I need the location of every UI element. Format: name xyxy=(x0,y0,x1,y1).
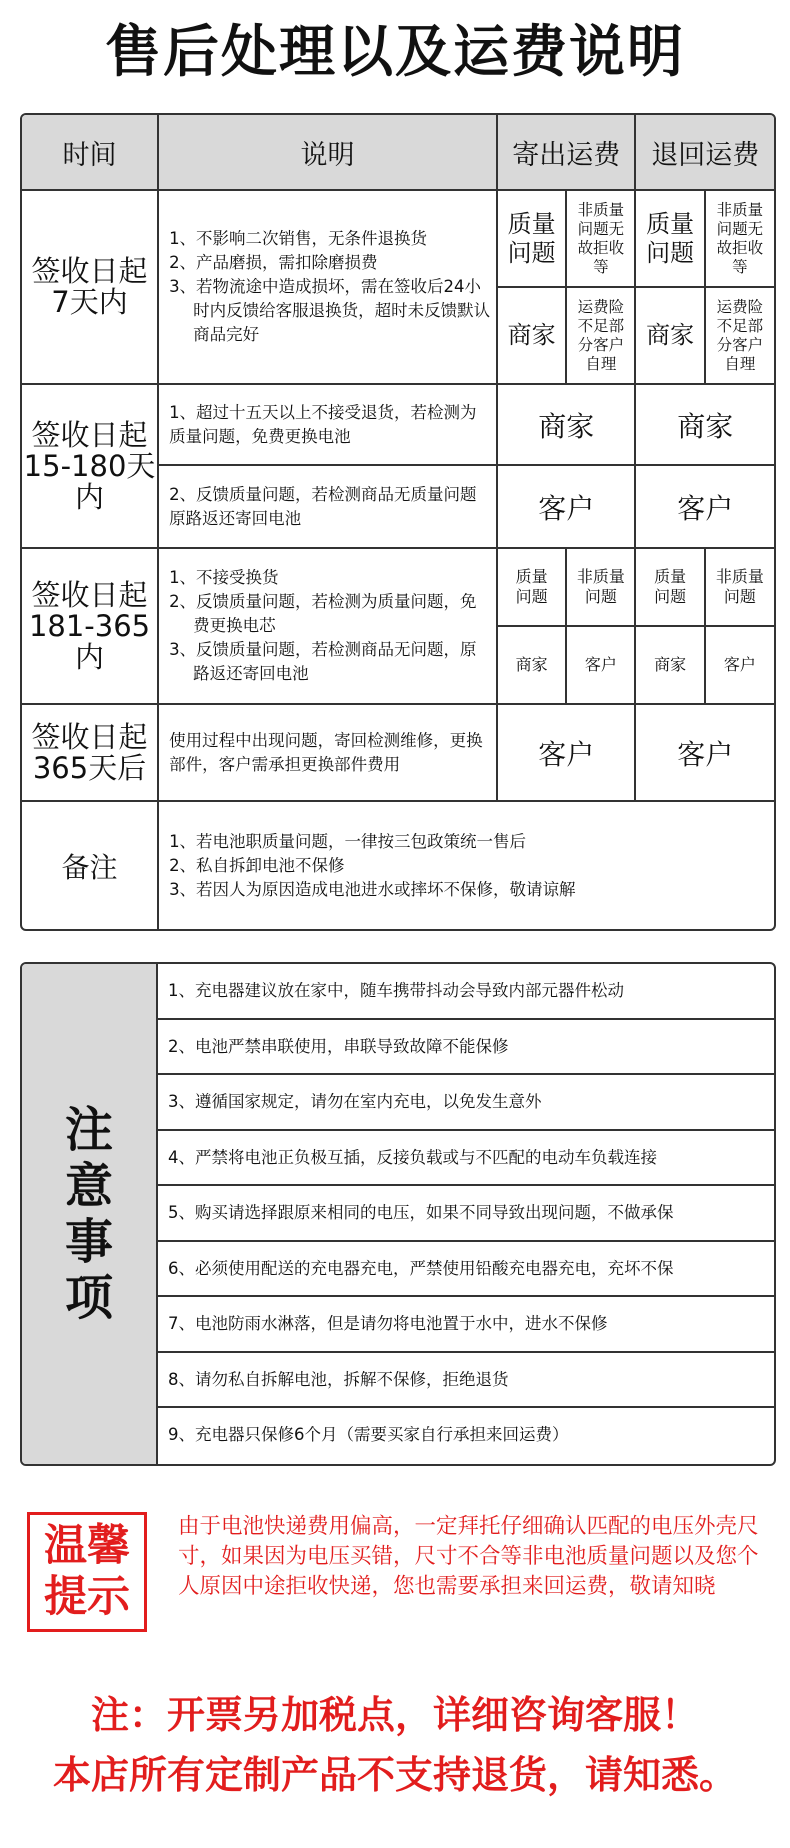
desc-15-180-no-quality: 2、反馈质量问题，若检测商品无质量问题原路返还寄回电池 xyxy=(158,465,497,548)
notice-list xyxy=(158,964,774,1464)
list-item: 2、产品磨损，需扣除磨损费 xyxy=(169,253,378,272)
send-non-quality-customer: 客户 xyxy=(566,626,635,704)
list-item: 3、若因人为原因造成电池进水或摔坏不保修，敬请谅解 xyxy=(169,879,576,899)
list-item: 1、充电器建议放在家中，随车携带抖动会导致内部元器件松动 xyxy=(158,964,774,1020)
period-after-365-days: 签收日起 365天后 xyxy=(22,704,158,801)
send-quality-label: 质量 问题 xyxy=(497,548,566,626)
list-item: 3、若物流途中造成损坏，需在签收后24小时内反馈给客服退换货，超时未反馈默认商品完好 xyxy=(169,277,491,344)
send-fee-merchant: 商家 xyxy=(497,384,635,465)
header-return-fee: 退回运费 xyxy=(635,115,774,190)
desc-15-180-quality: 1、超过十五天以上不接受退货，若检测为质量问题，免费更换电池 xyxy=(158,384,497,465)
period-7-days: 签收日起 7天内 xyxy=(22,190,158,384)
return-fee-merchant: 商家 xyxy=(635,384,774,465)
list-item: 8、请勿私自拆解电池，拆解不保修，拒绝退货 xyxy=(158,1353,774,1409)
warm-tip-text: 由于电池快递费用偏高，一定拜托仔细确认匹配的电压外壳尺寸，如果因为电压买错，尺寸不合等非电池质量问题以及您个人原因中途拒收快递，您也需要承担来回运费，敬请知晓 xyxy=(178,1514,759,1599)
list-item: 1、若电池职质量问题，一律按三包政策统一售后 xyxy=(169,831,527,851)
header-time: 时间 xyxy=(22,115,158,190)
list-item: 1、不接受换货 xyxy=(169,568,279,587)
return-quality-label: 质量 问题 xyxy=(635,548,704,626)
list-item: 2、私自拆卸电池不保修 xyxy=(169,855,345,875)
send-non-quality-label: 非质量 问题 xyxy=(566,548,635,626)
return-insurance-note: 运费险 不足部 分客户 自理 xyxy=(705,287,774,384)
list-item: 2、电池严禁串联使用，串联导致故障不能保修 xyxy=(158,1020,774,1076)
send-quality-merchant: 商家 xyxy=(497,626,566,704)
return-non-quality-label: 非质量 问题 xyxy=(705,548,774,626)
send-fee-customer: 客户 xyxy=(497,465,635,548)
return-fee-customer: 客户 xyxy=(635,465,774,548)
remark-content xyxy=(158,801,774,929)
list-item: 2、反馈质量问题，若检测为质量问题，免费更换电芯 xyxy=(169,592,477,635)
page-title: 售后处理以及运费说明 xyxy=(105,20,685,85)
period-15-180-days: 签收日起 15-180天 内 xyxy=(22,384,158,548)
list-item: 3、反馈质量问题，若检测商品无问题，原路返还寄回电池 xyxy=(169,640,477,683)
send-quality-merchant: 商家 xyxy=(497,287,566,384)
desc-7-days xyxy=(158,190,497,384)
period-181-365-days: 签收日起 181-365 内 xyxy=(22,548,158,704)
send-fee-customer: 客户 xyxy=(497,704,635,801)
return-quality-label: 质量 问题 xyxy=(635,190,704,287)
return-non-quality-label: 非质量 问题无 故拒收 等 xyxy=(705,190,774,287)
notice-table xyxy=(20,962,776,1466)
list-item: 5、购买请选择跟原来相同的电压，如果不同导致出现问题，不做承保 xyxy=(158,1186,774,1242)
list-item: 3、遵循国家规定，请勿在室内充电，以免发生意外 xyxy=(158,1075,774,1131)
send-quality-label: 质量 问题 xyxy=(497,190,566,287)
footer-invoice-note: 注：开票另加税点，详细咨询客服！ xyxy=(90,1693,699,1737)
return-quality-merchant: 商家 xyxy=(635,287,704,384)
desc-181-365 xyxy=(158,548,497,704)
header-desc: 说明 xyxy=(158,115,497,190)
header-send-fee: 寄出运费 xyxy=(497,115,635,190)
return-fee-customer: 客户 xyxy=(635,704,774,801)
list-item: 9、充电器只保修6个月（需要买家自行承担来回运费） xyxy=(168,1425,569,1444)
footer-custom-note: 本店所有定制产品不支持退货，请知悉。 xyxy=(52,1753,737,1797)
send-insurance-note: 运费险 不足部 分客户 自理 xyxy=(566,287,635,384)
list-item: 1、不影响二次销售，无条件退换货 xyxy=(169,229,428,248)
return-non-quality-customer: 客户 xyxy=(705,626,774,704)
desc-after-365: 使用过程中出现问题，寄回检测维修，更换部件，客户需承担更换部件费用 xyxy=(158,704,497,801)
list-item: 4、严禁将电池正负极互插，反接负载或与不匹配的电动车负载连接 xyxy=(158,1131,774,1187)
notice-label: 注意事项 xyxy=(22,964,158,1464)
list-item: 7、电池防雨水淋落，但是请勿将电池置于水中，进水不保修 xyxy=(158,1297,774,1353)
warm-tip-stamp: 温馨 提示 xyxy=(27,1512,147,1632)
return-quality-merchant: 商家 xyxy=(635,626,704,704)
list-item: 6、必须使用配送的充电器充电，严禁使用铅酸充电器充电，充坏不保 xyxy=(158,1242,774,1298)
send-non-quality-label: 非质量 问题无 故拒收 等 xyxy=(566,190,635,287)
policy-table xyxy=(20,113,776,931)
remark-label: 备注 xyxy=(22,801,158,929)
